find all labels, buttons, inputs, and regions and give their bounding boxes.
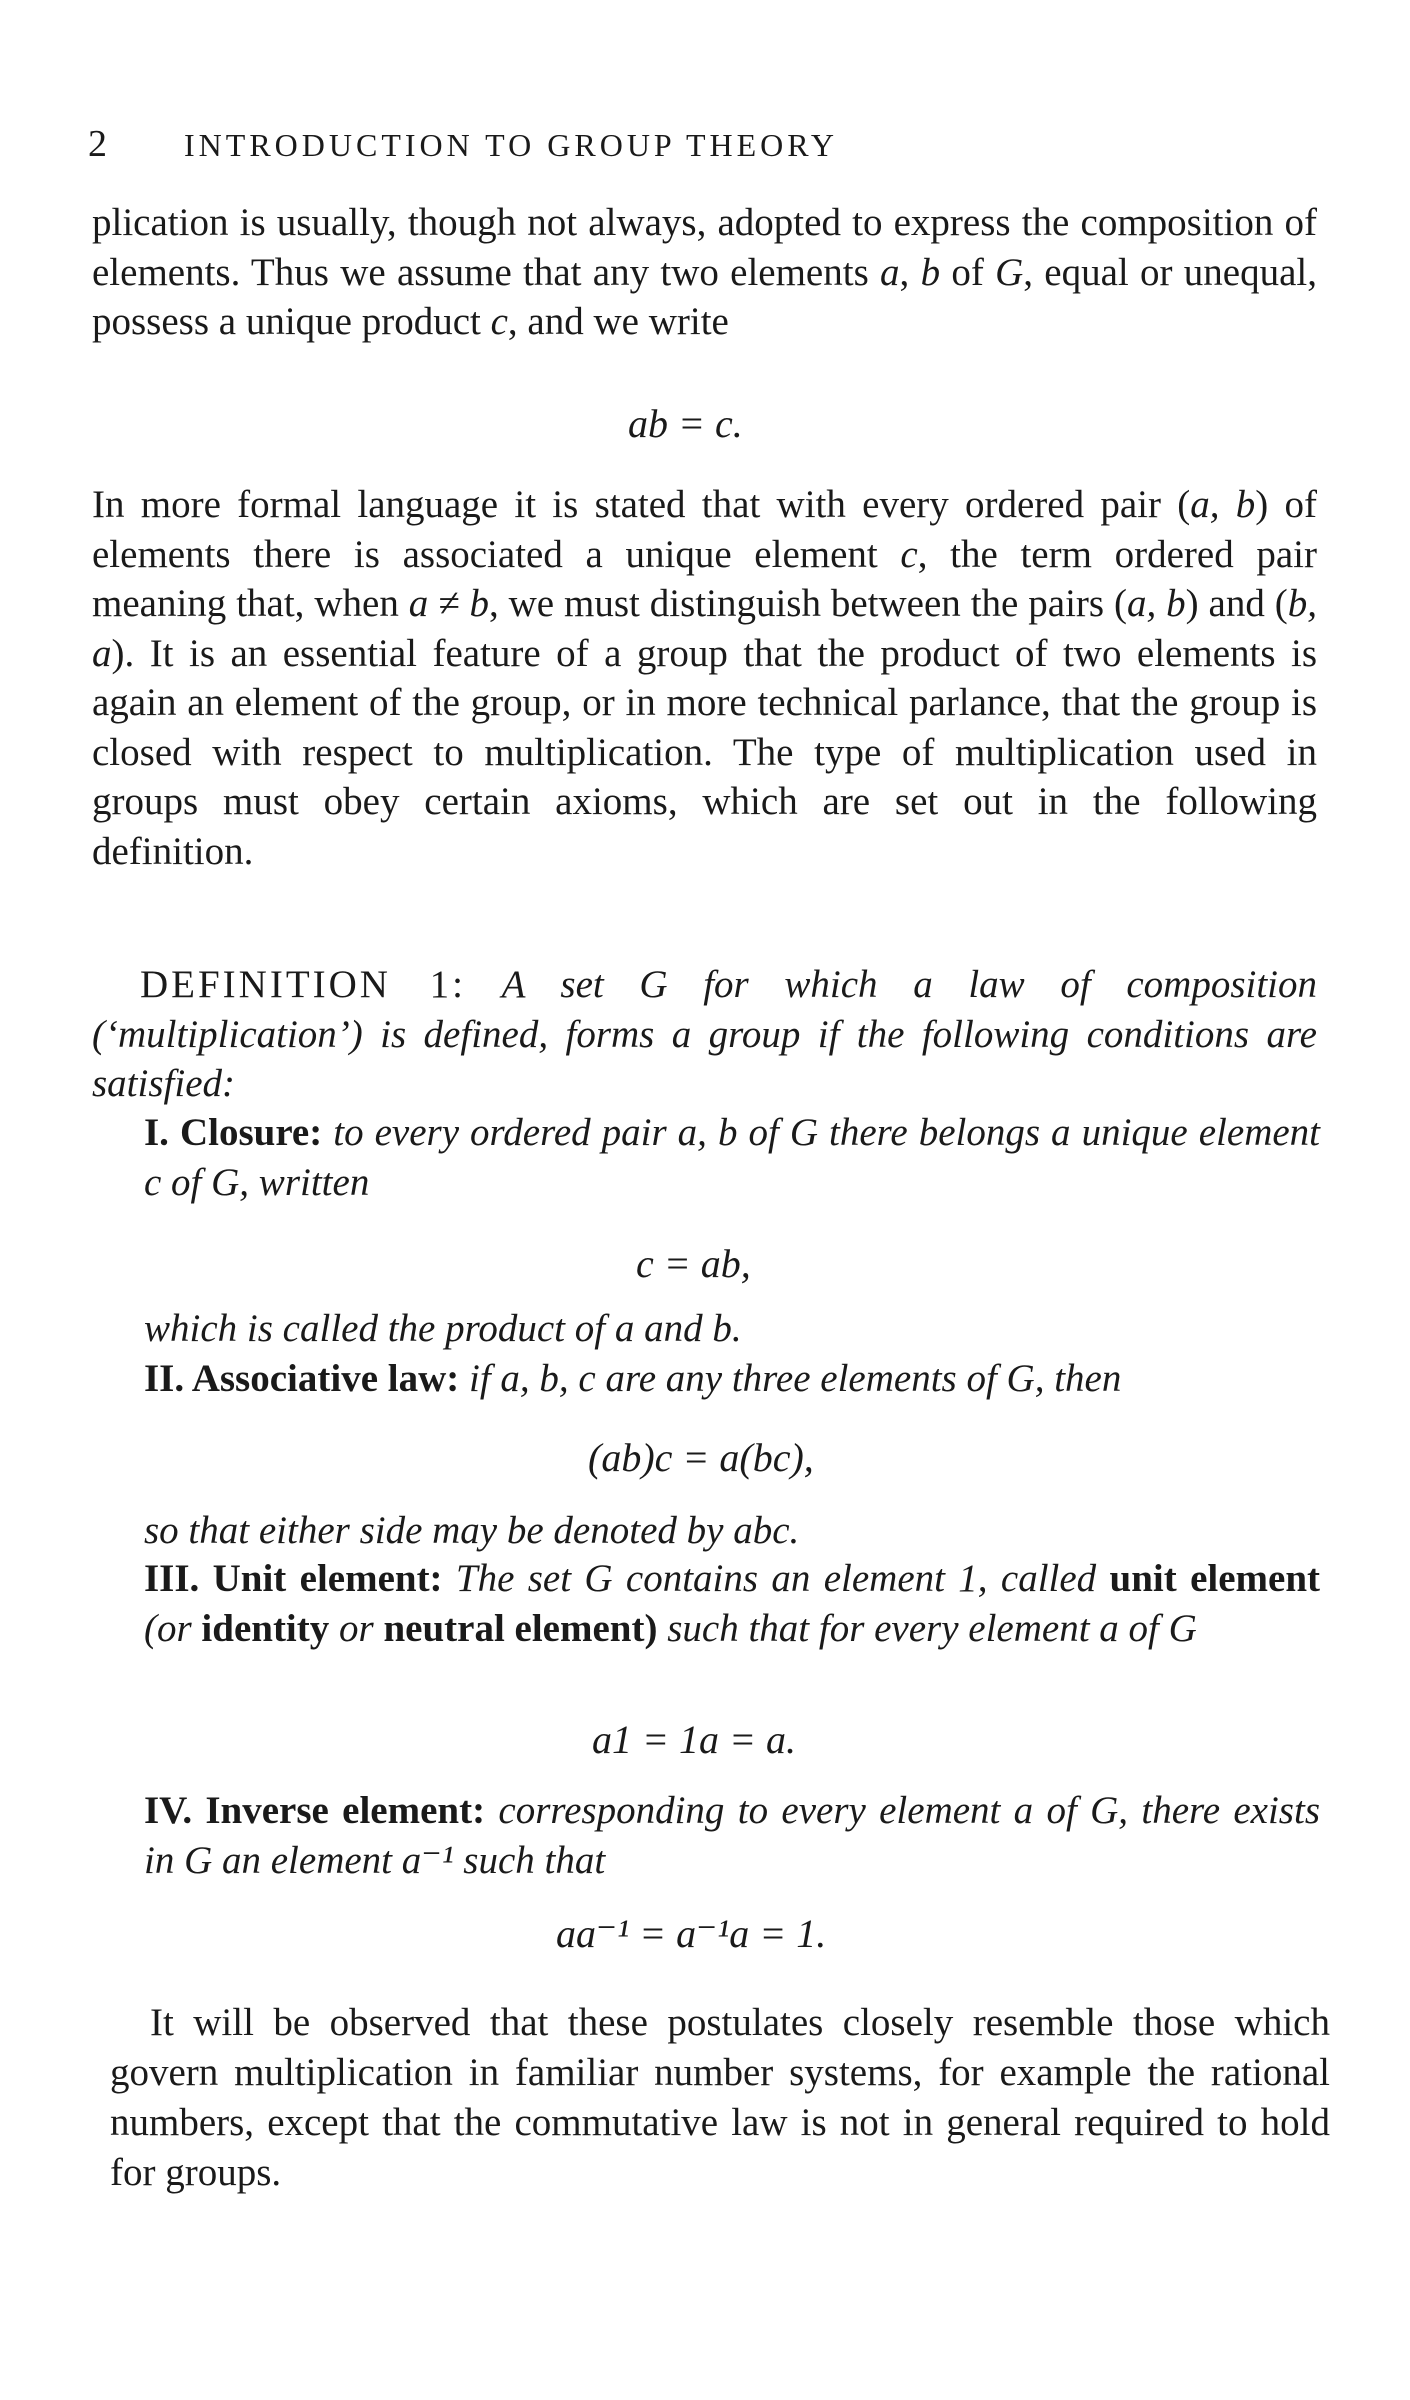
equation-inverse: aa⁻¹ = a⁻¹a = 1. [556, 1911, 827, 1956]
equation-closure: c = ab, [636, 1241, 751, 1286]
page-number: 2 [88, 123, 108, 165]
axiom-associative-continuation: so that either side may be denoted by abc. [144, 1509, 800, 1552]
paragraph-composition: plication is usually, though not always, adopted to express the composition of elements. Thus we assume that any two elements a, b of G, equal or unequal, possess a unique product c, and we write [92, 201, 1317, 343]
definition-label: DEFINITION 1: [140, 963, 466, 1006]
definition-text: A set G for which a law of composition (‘multiplication’) is defined, forms a group if the following conditions are satisfied: [92, 963, 1318, 1105]
equation-associative: (ab)c = a(bc), [588, 1435, 814, 1480]
axiom-associative: II. Associative law: if a, b, c are any three elements of G, then [144, 1357, 1122, 1400]
paragraph-ordered-pair: In more formal language it is stated that with every ordered pair (a, b) of elements there is associated a unique element c, the term ordered pair meaning that, when a ≠ b, we must distinguish between the pairs (a, b) and (b, a). It is an essential feature of a group that the product of two elements is again an element of the group, or in more technical parlance, that the group is closed with respect to multiplication. The type of multiplication used in groups must obey certain axioms, which are set out in the following definition. [92, 483, 1318, 873]
equation-unit: a1 = 1a = a. [592, 1717, 796, 1762]
running-header [88, 122, 838, 166]
axiom-closure: I. Closure: to every ordered pair a, b of G there belongs a unique element c of G, written [144, 1111, 1321, 1204]
running-title: INTRODUCTION TO GROUP THEORY [184, 127, 838, 163]
axiom-inverse-element: IV. Inverse element: corresponding to every element a of G, there exists in G an element a⁻¹ such that [144, 1789, 1320, 1882]
equation-ab-c: ab = c. [628, 401, 743, 446]
definition-1 [92, 960, 1317, 1109]
axiom-closure-continuation: which is called the product of a and b. [144, 1307, 742, 1350]
paragraph-closing: It will be observed that these postulates closely resemble those which govern multiplication in familiar number systems, for example the rational numbers, except that the commutative law is not in general required to hold for groups. [110, 2001, 1330, 2194]
axiom-unit-element: III. Unit element: The set G contains an element 1, called unit element (or identity or neutral element) such that for every element a of G [144, 1557, 1320, 1650]
